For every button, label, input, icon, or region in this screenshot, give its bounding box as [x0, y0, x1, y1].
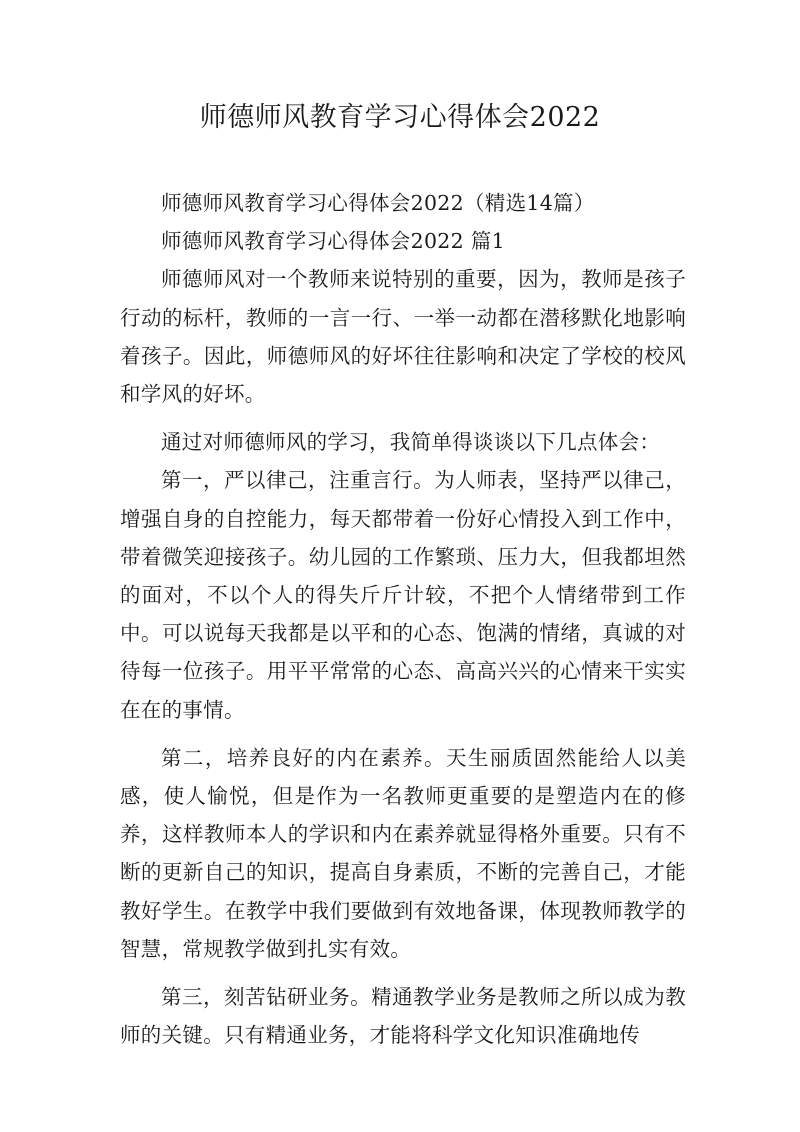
document-title: 师德师风教育学习心得体会2022 — [199, 102, 601, 133]
document-body — [120, 184, 686, 1054]
paragraph-section-heading: 师德师风教育学习心得体会2022 篇1 — [161, 229, 505, 254]
paragraph-intro: 师德师风对一个教师来说特别的重要，因为，教师是孩子行动的标杆，教师的一言一行、一举一动都在潜移默化地影响着孩子。因此，师德师风的好坏往往影响和决定了学校的校风和学风的好坏。 — [120, 267, 686, 407]
paragraph-point-one: 第一，严以律己，注重言行。为人师表，坚持严以律己，增强自身的自控能力，每天都带着一份好心情投入到工作中，带着微笑迎接孩子。幼儿园的工作繁琐、压力大，但我都坦然的面对，不以个人的得失斤斤计较，不把个人情绪带到工作中。可以说每天我都是以平和的心态、饱满的情绪，真诚的对待每一位孩子。用平平常常的心态、高高兴兴的心情来干实实在在的事情。 — [120, 468, 686, 722]
paragraph-point-two: 第二，培养良好的内在素养。天生丽质固然能给人以美感，使人愉悦，但是作为一名教师更重要的是塑造内在的修养，这样教师本人的学识和内在素养就显得格外重要。只有不断的更新自己的知识，提高自身素质，不断的完善自己，才能教好学生。在教学中我们要做到有效地备课，体现教师教学的智慧，常规教学做到扎实有效。 — [120, 745, 686, 961]
paragraph-lead-in: 通过对师德师风的学习，我简单得谈谈以下几点体会： — [161, 430, 661, 455]
paragraph-subtitle: 师德师风教育学习心得体会2022（精选14篇） — [161, 191, 595, 215]
paragraph-point-three: 第三，刻苦钻研业务。精通教学业务是教师之所以成为教师的关键。只有精通业务，才能将科学文化知识准确地传 — [120, 985, 686, 1048]
